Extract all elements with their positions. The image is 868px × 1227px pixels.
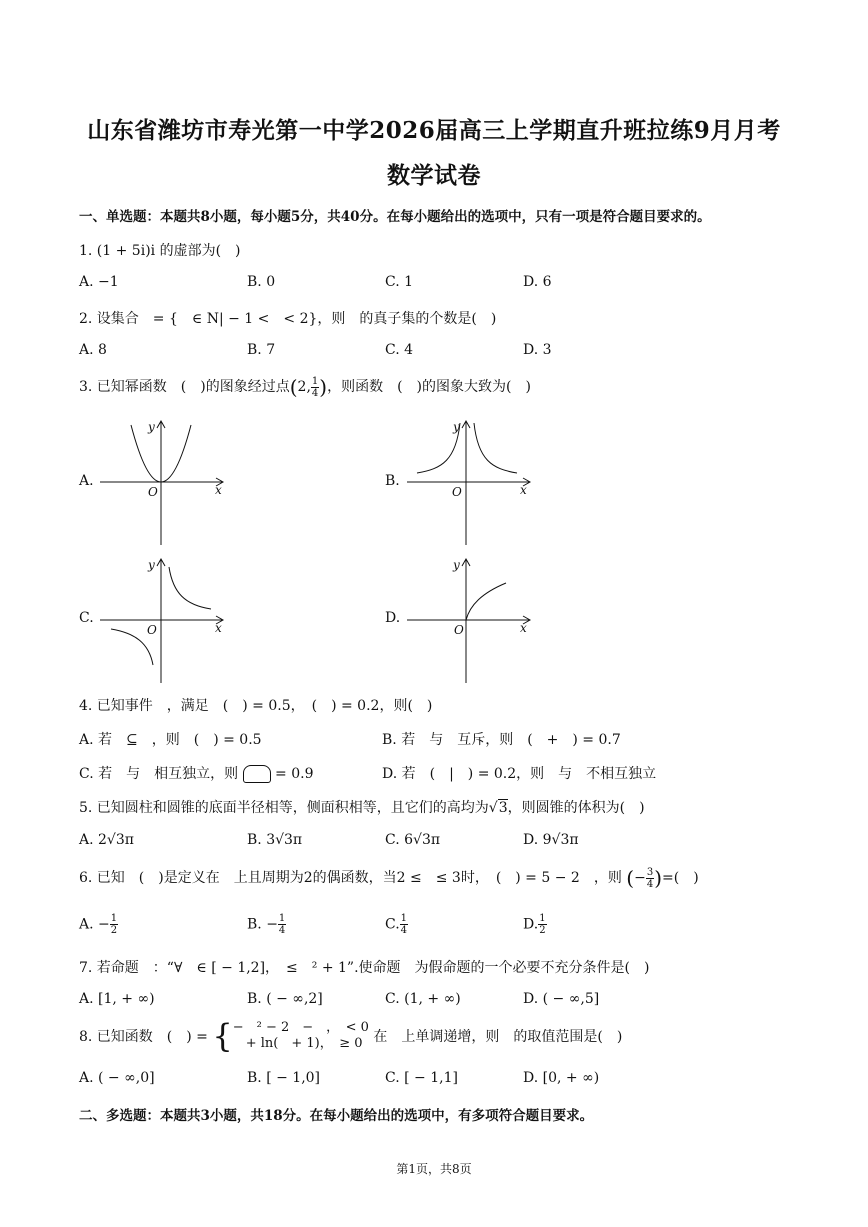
q6-option-c <box>385 913 408 936</box>
q6-option-b-fraction <box>278 913 286 936</box>
q6-stem-before: 6. 已知 ( )是定义在 上且周期为2的偶函数，当2 ≤ ≤ 3时， ( ) = 5 − 2 ，则 <box>79 870 622 886</box>
exam-title-line2: 数学试卷 <box>387 162 481 189</box>
q7-option-b: B. ( − ∞,2] <box>247 991 323 1007</box>
q6-option-d-letter: D. <box>523 916 539 933</box>
q7-option-a: A. [1, + ∞) <box>79 991 155 1007</box>
q4-option-c-before: C. 若 与 相互独立，则 <box>79 766 239 782</box>
curve-right-branch <box>169 567 211 609</box>
q6-option-c-letter: C. <box>385 916 400 933</box>
q3-point-den: 4 <box>311 387 319 399</box>
q7-option-d: D. ( − ∞,5] <box>523 991 600 1007</box>
section2-heading: 二、多选题：本题共3小题，共18分。在每小题给出的选项中，有多项符合题目要求。 <box>79 1108 594 1124</box>
q7-option-c: C. (1, + ∞) <box>385 991 461 1007</box>
q6-arg-close: ) <box>654 866 663 890</box>
q5-option-b: B. 3√3π <box>247 832 303 848</box>
q4-option-d: D. 若 ( | ) = 0.2，则 与 不相互独立 <box>382 766 657 782</box>
q8-stem-after: 在 上单调递增，则 的取值范围是( ) <box>373 1029 623 1045</box>
q6-option-d-den: 2 <box>539 925 546 936</box>
curve-sqrt <box>466 583 506 620</box>
x-axis-label: x <box>215 621 222 635</box>
q2-option-a: A. 8 <box>79 342 107 358</box>
q8-brace: { <box>212 1017 233 1055</box>
q6-option-b-den: 4 <box>278 925 286 936</box>
y-axis-label: y <box>148 558 155 572</box>
q5-stem-radicand: 3 <box>498 800 508 816</box>
q1-option-d: D. 6 <box>523 274 552 290</box>
y-axis-label: y <box>148 420 155 434</box>
q8-stem <box>79 1017 623 1055</box>
q4-option-b: B. 若 与 互斥，则 ( + ) = 0.7 <box>382 732 621 748</box>
q6-stem-after: =( ) <box>662 870 699 886</box>
origin-label: O <box>147 623 157 637</box>
q8-option-c: C. [ − 1,1] <box>385 1070 458 1086</box>
origin-label: O <box>452 485 462 499</box>
q1-option-b: B. 0 <box>247 274 276 290</box>
q6-arg-open: ( <box>626 866 635 890</box>
q3-graph-d <box>402 553 537 688</box>
x-axis-label: x <box>520 621 527 635</box>
q5-option-a: A. 2√3π <box>79 832 134 848</box>
q8-piecewise <box>212 1017 369 1055</box>
q3-graph-label-b: B. <box>385 473 400 489</box>
q6-option-a-num: 1 <box>110 913 118 924</box>
q6-option-d-fraction <box>538 913 546 936</box>
q3-graph-a <box>95 415 230 550</box>
q2-option-b: B. 7 <box>247 342 276 358</box>
x-axis-label: x <box>215 483 222 497</box>
exam-title-line1: 山东省潍坊市寿光第一中学2026届高三上学期直升班拉练9月月考 <box>87 117 781 144</box>
q6-option-a-den: 2 <box>110 925 118 936</box>
q4-stem: 4. 已知事件 ，满足 ( ) = 0.5， ( ) = 0.2，则( ) <box>79 698 433 714</box>
q5-stem-after: ，则圆锥的体积为( ) <box>507 800 645 816</box>
q6-arg-den: 4 <box>646 878 654 890</box>
q6-option-d-num: 1 <box>539 913 546 924</box>
q3-point-x: 2, <box>297 379 311 395</box>
q8-option-d: D. [0, + ∞) <box>523 1070 600 1086</box>
q1-stem: 1. (1 + 5i)i 的虚部为( ) <box>79 243 241 259</box>
q4-option-c-after: = 0.9 <box>275 766 314 782</box>
q6-option-c-den: 4 <box>400 925 408 936</box>
q5-option-d: D. 9√3π <box>523 832 579 848</box>
q8-stem-before: 8. 已知函数 ( ) = <box>79 1029 208 1045</box>
q1-option-a: A. −1 <box>79 274 119 290</box>
origin-label: O <box>454 623 464 637</box>
section1-heading: 一、单选题：本题共8小题，每小题5分，共40分。在每小题给出的选项中，只有一项是符合题目要求的。 <box>79 209 711 225</box>
q3-point-close: ) <box>319 375 328 399</box>
q4-option-c <box>79 763 313 783</box>
q8-option-a: A. ( − ∞,0] <box>79 1070 155 1086</box>
q6-option-a-fraction <box>110 913 118 936</box>
q2-option-d: D. 3 <box>523 342 552 358</box>
curve-right-branch <box>474 423 517 473</box>
q4-option-a: A. 若 ⊆ ，则 ( ) = 0.5 <box>79 732 262 748</box>
page-footer: 第1页，共8页 <box>396 1162 472 1176</box>
q1-option-c: C. 1 <box>385 274 414 290</box>
q6-arg-num: 3 <box>646 866 654 878</box>
q6-option-c-num: 1 <box>400 913 408 924</box>
q6-option-b <box>247 913 286 936</box>
q3-stem-before: 3. 已知幂函数 ( )的图象经过点 <box>79 379 290 395</box>
q5-stem <box>79 797 645 817</box>
q2-option-c: C. 4 <box>385 342 414 358</box>
q6-option-b-num: 1 <box>278 913 286 924</box>
q3-point-num: 1 <box>311 375 319 387</box>
q6-option-a-letter: A. − <box>79 916 110 933</box>
q3-graph-b <box>402 415 537 550</box>
q3-graph-label-d: D. <box>385 610 401 626</box>
y-axis-label: y <box>453 420 460 434</box>
q6-option-d <box>523 913 547 936</box>
q6-arg-fraction <box>646 867 654 890</box>
q3-stem-after: ，则函数 ( )的图象大致为( ) <box>327 379 531 395</box>
q4-option-c-overline-symbol <box>243 765 271 783</box>
q3-point-open: ( <box>289 375 298 399</box>
q8-option-b: B. [ − 1,0] <box>247 1070 321 1086</box>
q5-stem-before: 5. 已知圆柱和圆锥的底面半径相等，侧面积相等，且它们的高均为√ <box>79 800 498 816</box>
q8-case2: + ln( + 1)， ≥ 0 <box>232 1036 363 1051</box>
q3-graph-c <box>95 553 230 688</box>
q5-option-c: C. 6√3π <box>385 832 441 848</box>
q6-arg-sign: − <box>634 870 646 886</box>
q7-stem: 7. 若命题 ：“∀ ∈ [ − 1,2]， ≤ ² + 1”.使命题 为假命题的一个必要不充分条件是( ) <box>79 960 650 976</box>
q2-stem: 2. 设集合 = { ∈ N| − 1 < < 2}，则 的真子集的个数是( ) <box>79 311 497 327</box>
q6-option-a <box>79 913 118 936</box>
q6-option-c-fraction <box>400 913 408 936</box>
q6-option-b-letter: B. − <box>247 916 278 933</box>
q8-case1: − ² − 2 − ， < 0 <box>232 1020 369 1035</box>
x-axis-label: x <box>520 483 527 497</box>
q3-stem <box>79 375 531 399</box>
origin-label: O <box>148 485 158 499</box>
q8-cases <box>233 1020 369 1052</box>
q3-graph-label-c: C. <box>79 610 94 626</box>
q6-stem <box>79 866 699 890</box>
y-axis-label: y <box>453 558 460 572</box>
q3-graph-label-a: A. <box>79 473 94 489</box>
